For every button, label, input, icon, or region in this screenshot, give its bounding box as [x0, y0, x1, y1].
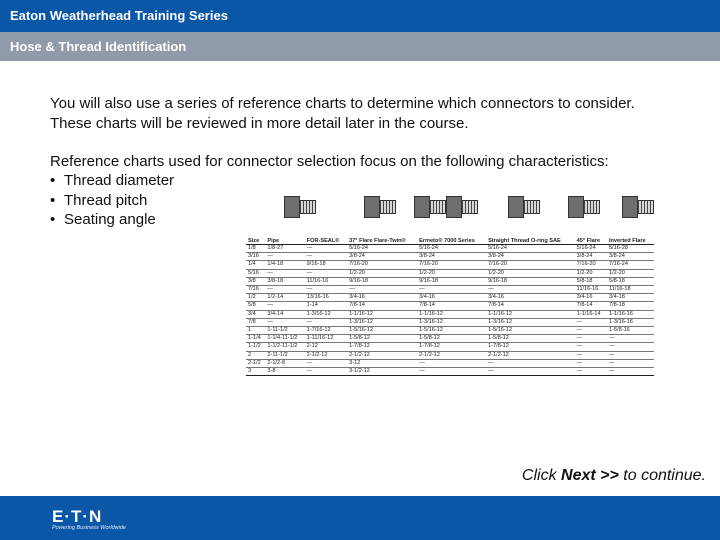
table-cell: 1 — [246, 327, 265, 335]
table-row — [246, 318, 654, 326]
table-cell: 1-3/16-12 — [347, 318, 417, 326]
eaton-logo: E·T·N — [52, 507, 103, 526]
table-cell: — — [305, 318, 347, 326]
table-cell: 7/16-20 — [417, 261, 486, 269]
table-row — [246, 327, 654, 335]
section-title: Hose & Thread Identification — [10, 39, 187, 54]
table-cell: — — [486, 286, 575, 294]
table-cell: 5/8-18 — [607, 277, 654, 285]
section-header-bar — [0, 32, 720, 61]
table-cell: 1-7/8-12 — [417, 343, 486, 351]
table-cell: 1-5/8-16 — [607, 327, 654, 335]
table-cell: 5/8-18 — [575, 277, 607, 285]
table-row — [246, 286, 654, 294]
table-cell: — — [417, 286, 486, 294]
table-cell: 1-1/16-14 — [575, 310, 607, 318]
logo-tagline: Powering Business Worldwide — [52, 525, 126, 531]
table-cell: 1-5/8-12 — [347, 335, 417, 343]
table-cell: — — [347, 286, 417, 294]
table-cell: 1-3/16-12 — [417, 318, 486, 326]
table-cell: 1-1/2 — [246, 343, 265, 351]
table-row — [246, 310, 654, 318]
table-cell: 9/16-18 — [486, 277, 575, 285]
table-cell: 3/8 — [246, 277, 265, 285]
column-header: 45° Flare — [575, 230, 607, 245]
table-cell: 9/16-18 — [347, 277, 417, 285]
intro-paragraph: You will also use a series of reference charts to determine which connectors to consider. These charts will be reviewed in more detail later in the course. — [50, 95, 635, 132]
table-cell: 3 — [246, 368, 265, 376]
table-cell: 9/16-18 — [305, 261, 347, 269]
table-cell: — — [575, 359, 607, 367]
table-cell: 3/4-16 — [575, 294, 607, 302]
table-cell: 11/16-16 — [575, 286, 607, 294]
table-cell: 2-1/2-12 — [347, 351, 417, 359]
column-header: Straight Thread O-ring SAE — [486, 230, 575, 245]
list-item: • Seating angle — [50, 211, 156, 228]
table-cell: 1/2-20 — [417, 269, 486, 277]
table-cell: 1-11/16-12 — [305, 335, 347, 343]
table-cell: 1-11-1/2 — [265, 327, 304, 335]
table-cell: 11/16-18 — [607, 286, 654, 294]
table-cell: — — [305, 245, 347, 253]
table-cell: 3/4-16 — [417, 294, 486, 302]
table-cell: 1-1/4-11-1/2 — [265, 335, 304, 343]
table-cell: — — [486, 368, 575, 376]
table-cell: — — [607, 343, 654, 351]
table-cell: 1-1/16-12 — [417, 310, 486, 318]
table-cell: — — [607, 359, 654, 367]
table-cell: 7/16-20 — [486, 261, 575, 269]
table-cell: 11/16-16 — [305, 277, 347, 285]
table-cell: — — [607, 351, 654, 359]
table-cell: 1-7/8-12 — [347, 343, 417, 351]
table-cell: 5/16-24 — [486, 245, 575, 253]
table-cell: 1-7/8-12 — [486, 343, 575, 351]
characteristics-paragraph: Reference charts used for connector selection focus on the following characteristics: — [50, 153, 609, 170]
table-cell: — — [305, 286, 347, 294]
table-cell: 3/4-18 — [607, 294, 654, 302]
table-cell: 1-14 — [305, 302, 347, 310]
table-cell: — — [575, 327, 607, 335]
table-cell: 3-8 — [265, 368, 304, 376]
reference-table-body — [246, 245, 654, 376]
table-cell: 5/8 — [246, 302, 265, 310]
table-cell: 1/8 — [246, 245, 265, 253]
next-link[interactable]: Next >> — [561, 467, 619, 484]
inverted-flare-fitting-icon — [622, 192, 654, 222]
table-cell: — — [417, 359, 486, 367]
column-header: FOR-SEAL® — [305, 230, 347, 245]
fitting-illustrations — [246, 190, 654, 228]
table-cell: 2-1/2-12 — [305, 351, 347, 359]
table-cell: 2 — [246, 351, 265, 359]
table-cell: 5/16-24 — [347, 245, 417, 253]
table-row — [246, 277, 654, 285]
table-cell: 1/2-20 — [347, 269, 417, 277]
table-cell: 1-5/16-12 — [486, 327, 575, 335]
table-cell: 3/8-24 — [486, 253, 575, 261]
table-row — [246, 269, 654, 277]
column-header: Ermeto® 7000 Series — [417, 230, 486, 245]
table-cell: 5/16-24 — [417, 245, 486, 253]
table-cell: 3/8-24 — [347, 253, 417, 261]
table-cell: 1/2-14 — [265, 294, 304, 302]
table-cell: — — [607, 335, 654, 343]
top-header-bar — [0, 0, 720, 32]
table-cell: 7/16-20 — [347, 261, 417, 269]
table-cell: 2-12 — [305, 343, 347, 351]
table-cell: 5/16-28 — [607, 245, 654, 253]
flare-45-fitting-icon — [568, 192, 600, 222]
table-cell: 1-1/16-16 — [607, 310, 654, 318]
table-row — [246, 253, 654, 261]
table-cell: 1-5/8-12 — [486, 335, 575, 343]
table-cell: 7/8-14 — [347, 302, 417, 310]
table-cell: 1/2 — [246, 294, 265, 302]
table-cell: 3/4-16 — [347, 294, 417, 302]
list-item: • Thread diameter — [50, 172, 175, 189]
ermeto-fitting-icon — [446, 192, 478, 222]
table-header-row — [246, 230, 654, 245]
table-cell: — — [575, 335, 607, 343]
flare-37-fitting-icon — [414, 192, 446, 222]
table-row — [246, 294, 654, 302]
reference-table — [246, 230, 654, 376]
table-cell: 1-3/16-12 — [486, 318, 575, 326]
column-header: Inverted Flare — [607, 230, 654, 245]
table-cell: — — [305, 269, 347, 277]
table-row — [246, 261, 654, 269]
table-cell: 2-1/2 — [246, 359, 265, 367]
table-cell: 9/16-18 — [417, 277, 486, 285]
table-cell: — — [305, 253, 347, 261]
bullet-icon: • — [50, 191, 56, 209]
list-item: • Thread pitch — [50, 191, 148, 209]
table-row — [246, 351, 654, 359]
column-header: Pipe — [265, 230, 304, 245]
table-cell: 3/4-16 — [486, 294, 575, 302]
table-cell: 3/16 — [246, 253, 265, 261]
table-cell: 3/8-18 — [265, 277, 304, 285]
table-cell: 2-1/2-8 — [265, 359, 304, 367]
table-cell: 2-11-1/2 — [265, 351, 304, 359]
table-cell: 2-1/2-12 — [486, 351, 575, 359]
column-header: Size — [246, 230, 265, 245]
table-cell: 5/16-24 — [575, 245, 607, 253]
table-cell: 7/16-20 — [575, 261, 607, 269]
table-cell: 1-1/4 — [246, 335, 265, 343]
table-cell: — — [607, 368, 654, 376]
table-cell: — — [265, 269, 304, 277]
table-cell: — — [486, 359, 575, 367]
series-title: Eaton Weatherhead Training Series — [10, 8, 228, 23]
table-cell: — — [575, 343, 607, 351]
table-cell: 7/8-14 — [417, 302, 486, 310]
table-cell: — — [417, 368, 486, 376]
table-cell: 1-7/16-12 — [305, 327, 347, 335]
table-row — [246, 368, 654, 376]
o-ring-sae-fitting-icon — [508, 192, 540, 222]
table-cell: 3/8-24 — [417, 253, 486, 261]
footer-bar — [0, 496, 720, 540]
table-row — [246, 335, 654, 343]
table-cell: — — [305, 368, 347, 376]
table-cell: 3/4 — [246, 310, 265, 318]
table-row — [246, 245, 654, 253]
table-cell: 1-5/8-12 — [417, 335, 486, 343]
table-cell: 3/8-24 — [607, 253, 654, 261]
table-cell: 3/8-24 — [575, 253, 607, 261]
table-cell: 1/4 — [246, 261, 265, 269]
table-cell: 2-1/2-12 — [417, 351, 486, 359]
table-cell: 1-3/16-16 — [607, 318, 654, 326]
table-cell: 3-12 — [347, 359, 417, 367]
table-cell: 1-1/2-11-1/2 — [265, 343, 304, 351]
table-cell: 7/8-14 — [575, 302, 607, 310]
continue-prompt: Click Next >> to continue. — [521, 467, 706, 484]
table-cell: 13/16-16 — [305, 294, 347, 302]
table-cell: — — [265, 318, 304, 326]
table-cell: 5/16 — [246, 269, 265, 277]
table-cell: — — [575, 351, 607, 359]
table-row — [246, 343, 654, 351]
table-cell: 3/4-14 — [265, 310, 304, 318]
table-cell: 1/2-20 — [486, 269, 575, 277]
table-cell: 7/16-24 — [607, 261, 654, 269]
table-cell: 1-1/16-12 — [486, 310, 575, 318]
table-cell: — — [305, 359, 347, 367]
for-seal-fitting-icon — [364, 192, 396, 222]
table-row — [246, 359, 654, 367]
table-cell: 7/8-14 — [486, 302, 575, 310]
characteristics-list — [50, 171, 174, 230]
table-cell: — — [575, 368, 607, 376]
table-cell: 1-1/16-12 — [347, 310, 417, 318]
table-cell: — — [575, 318, 607, 326]
table-cell: 1/8-27 — [265, 245, 304, 253]
table-row — [246, 302, 654, 310]
table-cell: 1-3/16-12 — [305, 310, 347, 318]
table-cell: — — [265, 286, 304, 294]
table-cell: 7/8 — [246, 318, 265, 326]
table-cell: 1-5/16-12 — [347, 327, 417, 335]
table-cell: 7/16 — [246, 286, 265, 294]
table-cell: 3-1/2-12 — [347, 368, 417, 376]
bullet-icon: • — [50, 172, 56, 189]
table-cell: — — [265, 253, 304, 261]
table-cell: 1-5/16-12 — [417, 327, 486, 335]
table-cell: — — [265, 302, 304, 310]
table-cell: 1/4-18 — [265, 261, 304, 269]
connector-reference-chart — [246, 190, 654, 402]
table-cell: 7/8-18 — [607, 302, 654, 310]
pipe-fitting-icon — [284, 192, 316, 222]
table-cell: 1/2-20 — [607, 269, 654, 277]
bullet-icon: • — [50, 211, 56, 228]
table-cell: 1/2-20 — [575, 269, 607, 277]
column-header: 37° Flare Flare-Twin® — [347, 230, 417, 245]
